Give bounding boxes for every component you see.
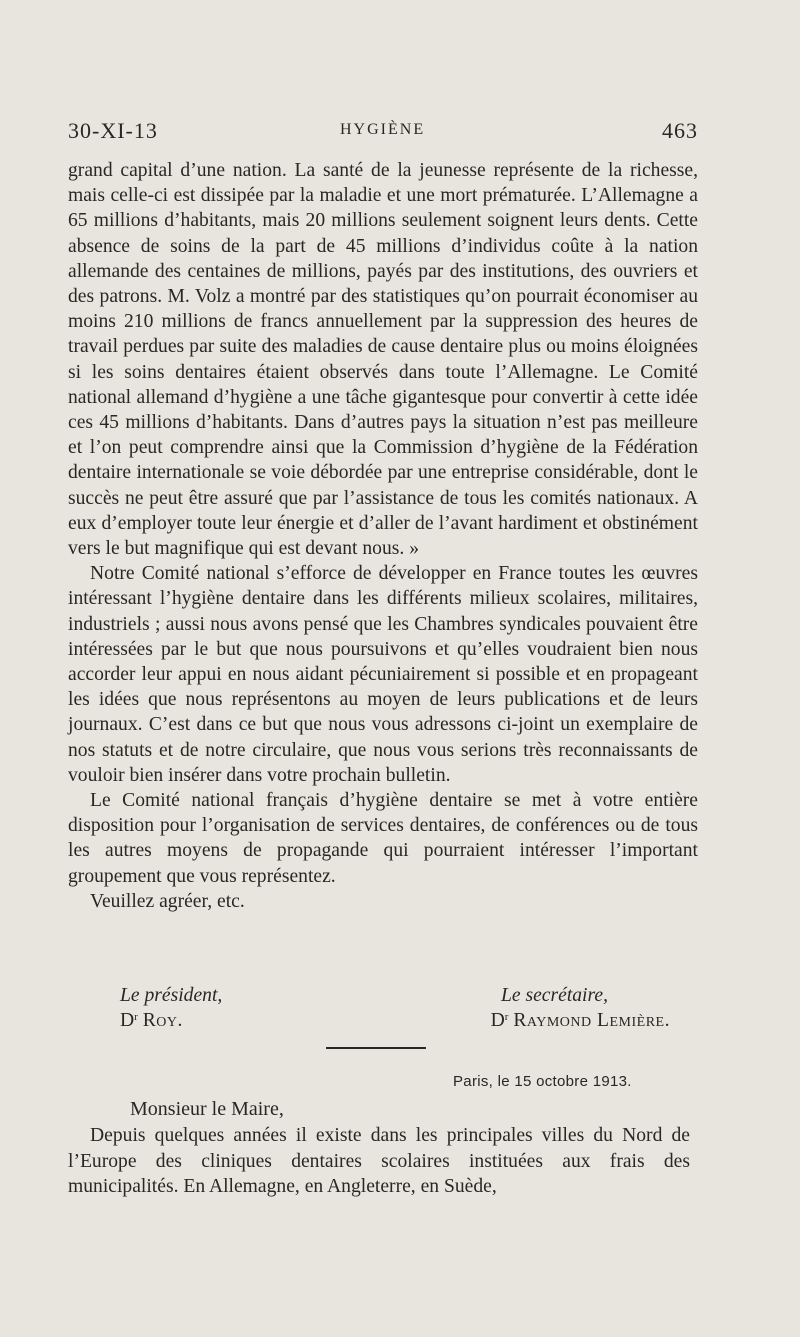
paragraph-continued: grand capital d’une nation. La santé de la jeunesse représente de la richesse, mais celle-ci est dissipée par la maladie et une mort prématurée. L’Allemagne a 65 millions d’habitants, mais 20 millions seulement soignent leurs dents. Cette absence de soins de la part de 45 millions d’individus coûte à la nation allemande des centaines de millions, payés par des institutions, des ouvriers et des patrons. M. Volz a montré par des statistiques qu’on pourrait économiser au moins 210 millions de francs annuellement par la suppression des heures de travail perdues par suite des maladies de cause dentaire plus ou moins éloignées si les soins dentaires étaient observés dans toute l’Allemagne. Le Comité national allemand d’hygiène a une tâche gigantesque pour convertir à cette idée ces 45 millions d’habitants. Dans d’autres pays la situation n’est pas meilleure et l’on peut comprendre ainsi que la Commission d’hygiène de la Fédération dentaire internationale se voie débordée par une entreprise considérable, dont le succès ne peut être assuré que par l’assistance de tous les comités nationaux. A eux d’employer toute leur énergie et d’aller de l’avant hardiment et obstinément vers le but magnifique qui est devant nous. » <box>68 160 698 560</box>
letter-dateline: Paris, le 15 octobre 1913. <box>453 1073 632 1090</box>
signature-titles <box>100 985 670 1011</box>
paragraph-comite-disposition: Le Comité national français d’hygiène dentaire se met à votre entière disposition pour l’organisation de services dentaires, de conférences ou de tous les autres moyens de propagande qui pourraient intéresser l’important groupement que vous représentez. <box>68 790 698 887</box>
section-divider <box>326 1047 426 1049</box>
header-date: 30-XI-13 <box>68 118 158 143</box>
signature-name-secretary: $D^r$ Raymond Lemière. <box>490 1010 670 1031</box>
letter-body <box>68 158 698 914</box>
signature-name-president: $D^r$ Roy. <box>120 1010 183 1031</box>
page-number: 463 <box>662 118 698 143</box>
signature-title-secretary: Le secrétaire, <box>500 985 608 1006</box>
paragraph-closing: Veuillez agréer, etc. <box>90 890 245 912</box>
letter2-body <box>68 1123 690 1200</box>
signature-names <box>100 1010 670 1036</box>
running-head <box>68 118 698 148</box>
signature-title-president: Le président, <box>120 985 223 1006</box>
letter2-paragraph: Depuis quelques années il existe dans les principales villes du Nord de l’Europe des cliniques dentaires scolaires instituées aux frais des municipalités. En Allemagne, en Angleterre, en Suède, <box>68 1125 690 1198</box>
letter-salutation: Monsieur le Maire, <box>130 1098 284 1120</box>
paragraph-comite-effort: Notre Comité national s’efforce de développer en France toutes les œuvres intéressant l’hygiène dentaire dans les différents milieux scolaires, militaires, industriels ; aussi nous avons pensé que les Chambres syndicales pouvaient être intéressées par le but que nous poursuivons et qu’elles voudraient bien nous accorder leur appui en nous aidant pécuniairement si possible et en propageant les idées que nous représentons au moyen de leurs publications et de leurs journaux. C’est dans ce but que nous vous adressons ci-joint un exemplaire de nos statuts et de notre circulaire, que nous vous serions très reconnaissants de vouloir bien insérer dans votre prochain bulletin. <box>68 563 698 786</box>
header-section-title: HYGIÈNE <box>340 121 426 138</box>
